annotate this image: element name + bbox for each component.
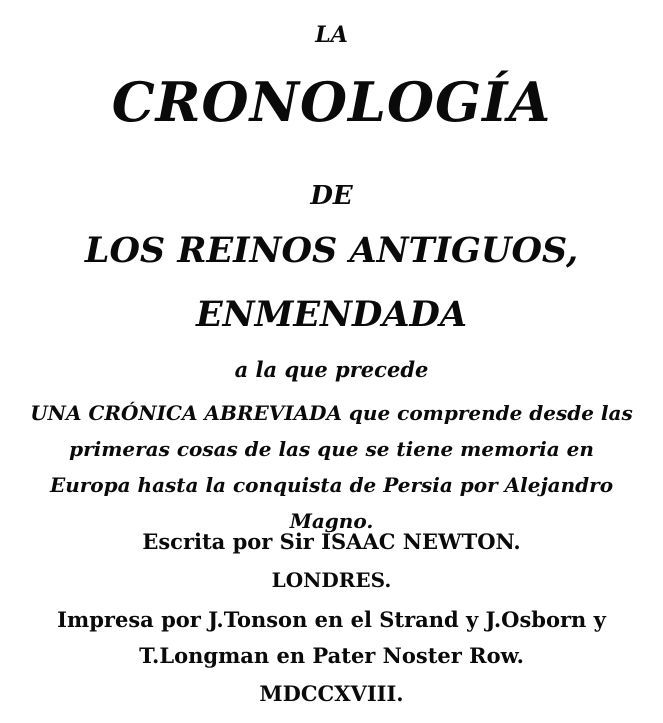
connector-label: DE [310, 181, 353, 211]
subtitle-line-1: LOS REINOS ANTIGUOS, [84, 230, 579, 271]
description-line: Europa hasta la conquista de Persia por Alejandro [49, 473, 614, 497]
main-title: CRONOLOGÍA [111, 70, 552, 134]
description-block [0, 395, 663, 539]
description-line: primeras cosas de las que se tiene memoria en [69, 437, 594, 461]
city-line: LONDRES. [271, 568, 392, 592]
article-label: LA [315, 22, 348, 48]
author-line: Escrita por Sir ISAAC NEWTON. [142, 529, 521, 554]
imprint-line: Impresa por J.Tonson en el Strand y J.Osborn y [57, 607, 606, 632]
subtitle-line-2: ENMENDADA [195, 294, 468, 335]
description-line: UNA CRÓNICA ABREVIADA que comprende desde las [30, 401, 633, 425]
imprint-block [0, 602, 663, 674]
year-label: MDCCXVIII. [259, 681, 404, 706]
imprint-line: T.Longman en Pater Noster Row. [139, 643, 524, 668]
precede-note: a la que precede [234, 357, 429, 382]
description-line: Magno. [289, 509, 374, 533]
